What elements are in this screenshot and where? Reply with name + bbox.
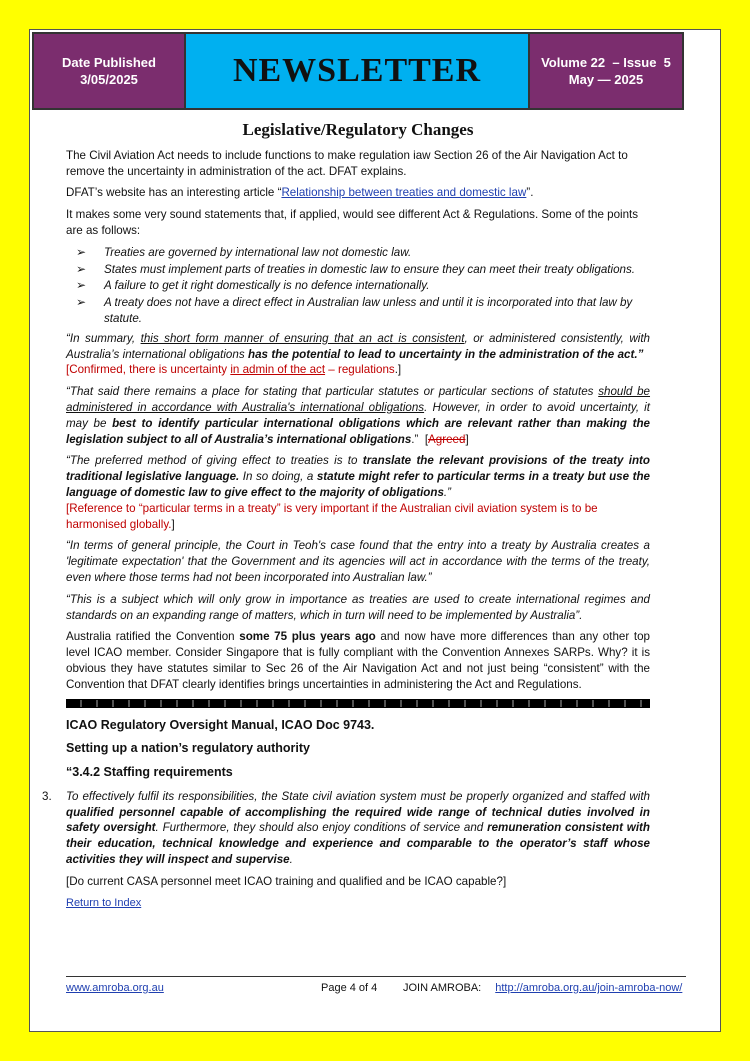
article-content: [42, 120, 651, 917]
arrow-bullet-icon: ➢: [76, 295, 87, 310]
list-item: [74, 278, 650, 294]
return-link-row: [66, 896, 650, 912]
closing-paragraph: [66, 629, 650, 692]
icao-text: To effectively fulfil its responsibilities, the State civil aviation system must be properly organized and staffed with: [66, 789, 650, 803]
quote-underlined: should be administered in accordance with Australia's international obligations: [66, 385, 651, 414]
date-label: Date Published: [62, 55, 156, 70]
list-item-text: Treaties are governed by international law not domestic law.: [104, 245, 412, 259]
newsletter-title: NEWSLETTER: [232, 52, 482, 89]
quote-text: In so doing, a: [239, 470, 317, 484]
closing-text: and now have more differences than any other top level ICAO member. Consider Singapore that is fully compliant with the Convention Annexes SARPs. Why? it is obvious they have statutes similar to Sec 26 of the Air Navigation Act and not just being “consistent” with the Convention that DFAT clearly identifies brings uncertainties in administering the Act and Regulations.: [66, 630, 650, 691]
comment-underlined: in admin of the act: [230, 363, 326, 377]
dfat-article-link[interactable]: Relationship between treaties and domestic law: [281, 186, 527, 200]
comment-text: [Reference to “particular terms in a treaty” is very important if the Australian civil aviation system is to be harmonised globally.: [66, 501, 598, 531]
casa-question: [Do current CASA personnel meet ICAO training and qualified and be ICAO capable?]: [66, 874, 507, 888]
quote-end: .”: [443, 485, 452, 499]
quote-bold: statute might refer to particular terms in a treaty but use the language of domestic law to give effect to the majority of obligations: [66, 470, 650, 499]
join-label: JOIN AMROBA:: [403, 982, 482, 994]
list-item: [74, 262, 650, 278]
title-box: [184, 34, 530, 108]
list-item: [74, 245, 650, 261]
comment-end: ]: [465, 432, 469, 446]
icao-manual-heading: ICAO Regulatory Oversight Manual, ICAO Doc 9743.: [66, 717, 375, 732]
closing-text: Australia ratified the Convention: [66, 630, 240, 644]
arrow-bullet-icon: ➢: [76, 278, 87, 293]
intro-paragraph-2: [66, 185, 650, 201]
volume-issue: Volume 22 – Issue 5: [541, 55, 671, 70]
quote-text: “The preferred method of giving effect to treaties is to: [66, 454, 363, 468]
list-item-text: A failure to get it right domestically is no defence internationally.: [104, 279, 430, 293]
intro-paragraph-1: The Civil Aviation Act needs to include functions to make regulation iaw Section 26 of the Air Navigation Act to remove the uncertainty in administration of the act. DFAT explains.: [66, 148, 628, 178]
icao-text: . Furthermore, they should also enjoy conditions of service and: [155, 821, 488, 835]
page-number: Page 4 of 4: [321, 982, 378, 994]
arrow-bullet-icon: ➢: [76, 261, 87, 276]
quote-text: “That said there remains a place for stating that particular statutes or particular sections of statutes: [66, 385, 599, 399]
quote-end: .” [: [411, 432, 429, 446]
quote-preferred: [66, 453, 650, 500]
closing-bold: some 75 plus years ago: [239, 630, 376, 644]
quote-importance: “This is a subject which will only grow in importance as treaties are used to create international regimes and standards on an expanding range of matters, which in turn will need to be implemented by Australia”.: [66, 592, 650, 622]
comment-text: [Confirmed, there is uncertainty: [66, 363, 231, 377]
icao-bold: qualified personnel capable of accomplishing the required wide range of technical duties involved in safety oversight: [66, 805, 650, 835]
section-divider: [66, 699, 650, 708]
issue-box: [530, 34, 682, 108]
quote-text: “In summary,: [66, 331, 141, 345]
date-published-box: [34, 34, 184, 108]
paragraph-number: 3.: [42, 789, 52, 803]
icao-subheading: Setting up a nation’s regulatory authority: [66, 741, 311, 756]
quote-summary: [66, 331, 650, 378]
quote-text: , or administered consistently, with Australia’s international obligations: [66, 331, 651, 361]
intro-paragraph-3: It makes some very sound statements that, if applied, would see different Act & Regulations. Some of the points are as follows:: [66, 208, 639, 237]
newsletter-header: [32, 32, 684, 110]
intro-text-end: ”.: [526, 186, 534, 200]
comment-text: – regulations: [325, 363, 395, 377]
comment-end: .]: [394, 363, 402, 377]
arrow-bullet-icon: ➢: [76, 244, 87, 259]
list-item: [74, 295, 650, 327]
quote-bold: best to identify particular international obligations which are relevant rather than making the legislation subject to all of Australia’s international obligations: [66, 416, 650, 446]
comment-end: ]: [171, 517, 175, 531]
icao-staffing-heading: “3.4.2 Staffing requirements: [66, 765, 233, 780]
intro-text: DFAT’s website has an interesting article “: [66, 186, 282, 200]
icao-bold: remuneration consistent with their education, technical knowledge and experience and comparable to the operator’s staff whose activities they will inspect and supervise: [66, 821, 650, 867]
quote-text: . However, in order to avoid uncertainty, it may be: [66, 400, 650, 430]
quote-bold: has the potential to lead to uncertainty in the administration of the act.”: [247, 347, 644, 361]
date-value: 3/05/2025: [80, 72, 138, 87]
agreed-comment: Agreed: [428, 432, 466, 446]
quote-said: [66, 384, 650, 447]
section-title: Legislative/Regulatory Changes: [242, 120, 474, 139]
return-to-index-link[interactable]: Return to Index: [66, 896, 142, 909]
issue-month: May — 2025: [568, 72, 644, 87]
harmonise-comment: [66, 501, 650, 533]
icao-text: .: [289, 853, 293, 867]
quote-bold: translate the relevant provisions of the treaty into traditional legislative language.: [66, 454, 651, 484]
icao-paragraph-3: [42, 789, 650, 868]
quote-underlined: this short form manner of ensuring that an act is consistent: [140, 331, 465, 345]
points-list: [66, 245, 650, 327]
list-item-text: States must implement parts of treaties in domestic law to ensure they can meet their treaty obligations.: [104, 262, 635, 276]
join-link[interactable]: http://amroba.org.au/join-amroba-now/: [495, 982, 683, 994]
list-item-text: A treaty does not have a direct effect in Australian law unless and until it is incorporated into that law by statute.: [104, 296, 633, 325]
website-link[interactable]: www.amroba.org.au: [66, 982, 164, 994]
quote-teoh: “In terms of general principle, the Court in Teoh's case found that the entry into a treaty by Australia creates a 'legitimate expectation' that the Government and its agencies will act in accordance with the terms of the treaty, even where those terms had not been incorporated into Australian law.”: [66, 539, 650, 584]
page-footer: [66, 976, 686, 994]
